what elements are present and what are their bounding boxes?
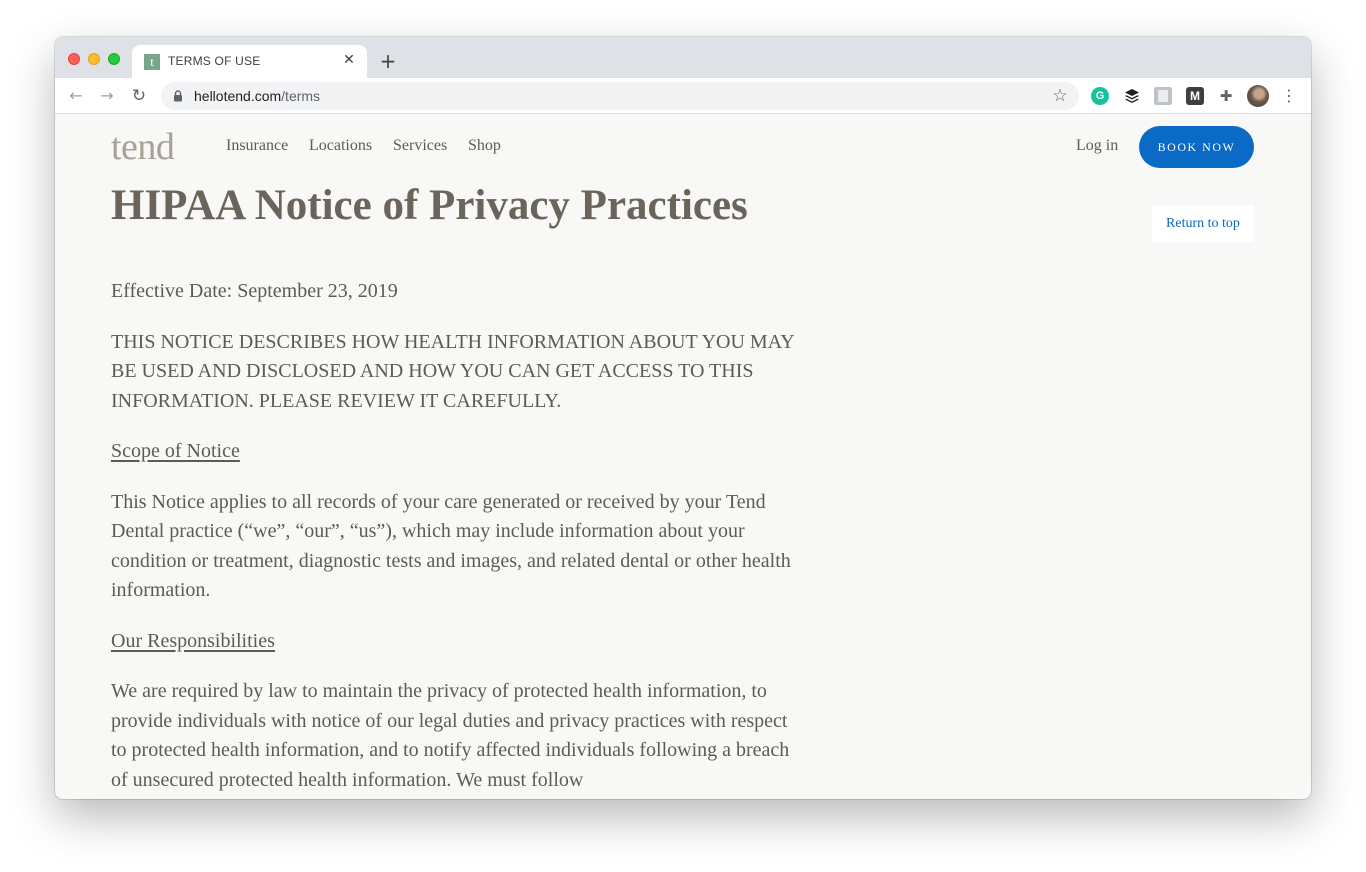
star-icon[interactable]: ☆ xyxy=(1052,86,1068,106)
browser-tab[interactable] xyxy=(132,45,367,78)
reload-icon[interactable]: ↻ xyxy=(131,86,147,106)
tend-favicon-icon: t xyxy=(144,54,160,70)
page-title: HIPAA Notice of Privacy Practices xyxy=(111,182,748,229)
url-path: /terms xyxy=(281,88,321,104)
arrow-right-icon[interactable]: → xyxy=(100,86,114,105)
url-host: hellotend.com xyxy=(194,88,282,104)
profile-avatar[interactable] xyxy=(1247,85,1269,107)
grammarly-icon[interactable]: G xyxy=(1091,87,1109,105)
new-tab-plus-icon[interactable]: + xyxy=(379,49,397,73)
minimize-window-button[interactable] xyxy=(88,53,100,65)
nav-link-shop[interactable]: Shop xyxy=(468,137,501,154)
notice-content xyxy=(111,277,801,799)
puzzle-icon[interactable]: ✚ xyxy=(1219,87,1233,105)
nav-link-services[interactable]: Services xyxy=(393,137,448,154)
nav-link-locations[interactable]: Locations xyxy=(309,137,373,154)
lock-icon xyxy=(173,90,183,102)
url-text xyxy=(194,88,320,104)
maximize-window-button[interactable] xyxy=(108,53,120,65)
m-extension-icon[interactable]: M xyxy=(1186,87,1204,105)
effective-date: Effective Date: September 23, 2019 xyxy=(111,280,398,302)
tend-logo[interactable]: tend xyxy=(111,126,175,168)
book-now-button[interactable]: BOOK NOW xyxy=(1139,126,1254,168)
login-link[interactable]: Log in xyxy=(1076,137,1119,154)
section-heading-scope: Scope of Notice xyxy=(111,440,240,462)
section-body-scope: This Notice applies to all records of your care generated or received by your Tend Dental practice (“we”, “our”, “us”), which may include information about your condition or treatment, diagnostic tests and images, and related dental or other health information. xyxy=(111,490,791,601)
browser-window xyxy=(55,37,1311,799)
close-window-button[interactable] xyxy=(68,53,80,65)
arrow-left-icon[interactable]: ← xyxy=(69,86,83,105)
close-icon[interactable]: ✕ xyxy=(343,52,355,68)
return-to-top-button[interactable]: Return to top xyxy=(1152,205,1254,242)
notice-intro: THIS NOTICE DESCRIBES HOW HEALTH INFORMATION ABOUT YOU MAY BE USED AND DISCLOSED AND HOW YOU CAN GET ACCESS TO THIS INFORMATION. PLEASE REVIEW IT CAREFULLY. xyxy=(111,330,794,412)
address-bar[interactable] xyxy=(161,82,1079,110)
section-heading-responsibilities: Our Responsibilities xyxy=(111,629,275,652)
tab-strip xyxy=(55,37,1311,78)
buffer-icon[interactable] xyxy=(1123,87,1141,105)
more-vertical-icon[interactable]: ⋮ xyxy=(1281,86,1297,105)
section-body-responsibilities: We are required by law to maintain the privacy of protected health information, to provide individuals with notice of our legal duties and privacy practices with respect to protected health information, and to notify affected individuals following a breach of unsecured protected health information. We must follow xyxy=(111,680,790,791)
photo-extension-icon[interactable] xyxy=(1154,87,1172,105)
web-page xyxy=(55,115,1311,799)
browser-toolbar xyxy=(55,78,1311,114)
nav-link-insurance[interactable]: Insurance xyxy=(226,137,289,154)
tab-title: TERMS OF USE xyxy=(168,54,261,68)
